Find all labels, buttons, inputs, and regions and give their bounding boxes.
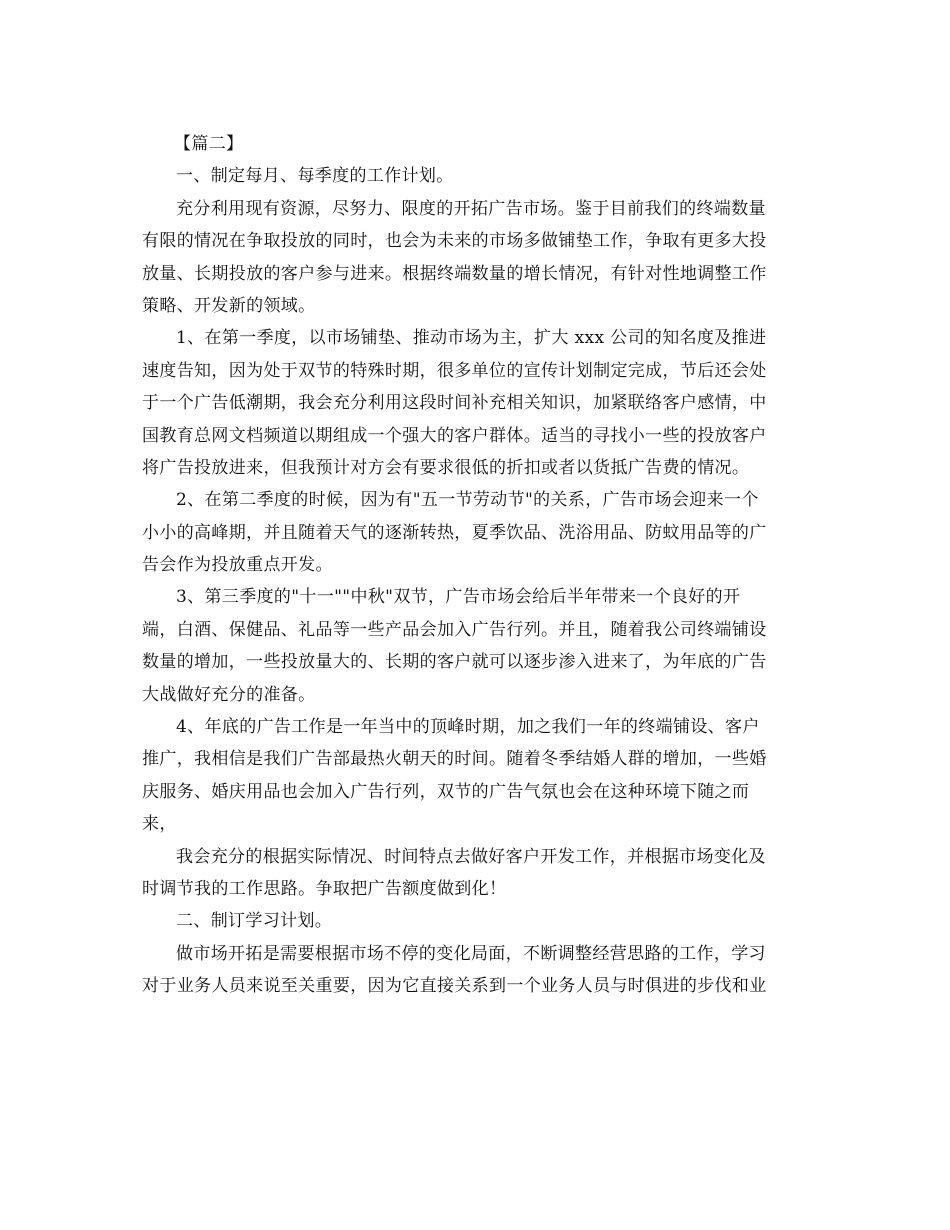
paragraph-line: 4、年底的广告工作是一年当中的顶峰时期，加之我们一年的终端铺设、客户 — [176, 717, 760, 738]
document-body — [142, 128, 812, 1003]
paragraph-line: 3、第三季度的"十一""中秋"双节，广告市场会给后半年带来一个良好的开 — [176, 587, 741, 608]
section-heading: 【篇二】 — [174, 134, 244, 154]
paragraph-line: 我会充分的根据实际情况、时间特点去做好客户开发工作，并根据市场变化及 — [176, 846, 766, 867]
paragraph-line: 做市场开拓是需要根据市场不停的变化局面，不断调整经营思路的工作，学习 — [176, 943, 766, 964]
paragraph-line: 国教育总网文档频道以期组成一个强大的客户群体。适当的寻找小一些的投放客户 — [142, 425, 767, 446]
paragraph-line: 策略、开发新的领域。 — [142, 295, 316, 316]
paragraph-line: 数量的增加，一些投放量大的、长期的客户就可以逐步渗入进来了，为年底的广告 — [142, 652, 767, 673]
paragraph-line: 将广告投放进来，但我预计对方会有要求很低的折扣或者以货抵广告费的情况。 — [142, 457, 750, 478]
subheading-study-plan: 二、制订学习计划。 — [176, 911, 333, 932]
paragraph-line: 1、在第一季度，以市场铺垫、推动市场为主，扩大 xxx 公司的知名度及推进 — [176, 328, 767, 349]
paragraph-line: 庆服务、婚庆用品也会加入广告行列，双节的广告气氛也会在这种环境下随之而 — [142, 781, 750, 802]
subheading-work-plan: 一、制定每月、每季度的工作计划。 — [176, 166, 454, 187]
paragraph-line: 大战做好充分的准备。 — [142, 684, 316, 705]
paragraph-line: 速度告知，因为处于双节的特殊时期，很多单位的宣传计划制定完成，节后还会处 — [142, 360, 767, 381]
paragraph-line: 放量、长期投放的客户参与进来。根据终端数量的增长情况，有针对性地调整工作 — [142, 263, 767, 284]
paragraph-line: 于一个广告低潮期，我会充分利用这段时间补充相关知识，加紧联络客户感情，中 — [142, 393, 767, 414]
paragraph-line: 端，白酒、保健品、礼品等一些产品会加入广告行列。并且，随着我公司终端铺设 — [142, 619, 767, 640]
paragraph-line: 来， — [142, 814, 177, 835]
paragraph-line: 时调节我的工作思路。争取把广告额度做到化！ — [142, 878, 507, 899]
paragraph-line: 对于业务人员来说至关重要，因为它直接关系到一个业务人员与时俱进的步伐和业 — [142, 976, 767, 997]
paragraph-line: 小小的高峰期，并且随着天气的逐渐转热，夏季饮品、洗浴用品、防蚊用品等的广 — [142, 522, 767, 543]
paragraph-line: 有限的情况在争取投放的同时，也会为未来的市场多做铺垫工作，争取有更多大投 — [142, 231, 767, 252]
paragraph-line: 充分利用现有资源，尽努力、限度的开拓广告市场。鉴于目前我们的终端数量 — [176, 198, 766, 219]
paragraph-line: 告会作为投放重点开发。 — [142, 555, 333, 576]
paragraph-line: 2、在第二季度的时候，因为有"五一节劳动节"的关系，广告市场会迎来一个 — [176, 490, 759, 511]
paragraph-line: 推广，我相信是我们广告部最热火朝天的时间。随着冬季结婚人群的增加，一些婚 — [142, 749, 767, 770]
